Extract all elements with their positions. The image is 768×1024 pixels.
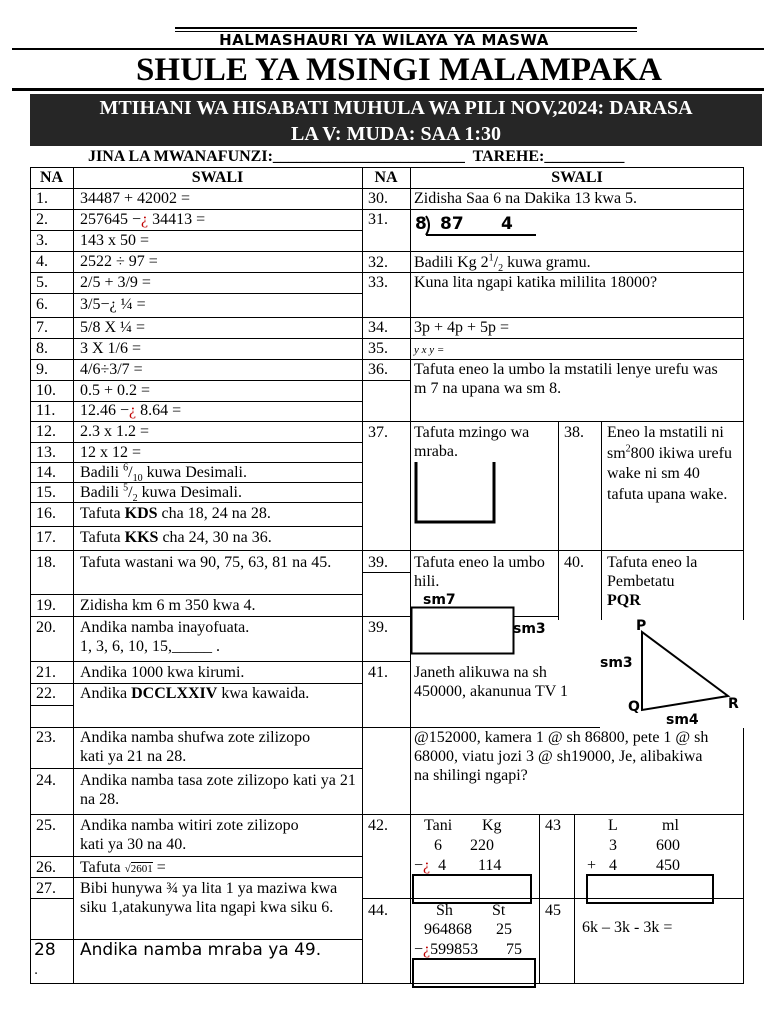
q6-number: 6. [36,296,48,313]
q11-text: 12.46 −¿ 8.64 = [80,402,182,419]
q17-number: 17. [36,529,56,546]
rectangle-shape [410,606,516,656]
q9-number: 9. [36,361,48,378]
q22-number: 22. [36,685,56,702]
q7-number: 7. [36,319,48,336]
q21-text: Andika 1000 kwa kirumi. [80,664,245,681]
header-no-right: NA [374,169,398,186]
q35-text: y x y = [414,344,445,356]
school-name: SHULE YA MSINGI MALAMPAKA [136,52,662,88]
vertex-p-label: P [636,618,647,634]
q42-number: 42. [368,817,388,834]
q41-number: 41. [368,664,388,681]
exam-title-line1: MTIHANI WA HISABATI MUHULA WA PILI NOV,2024: DARASA [99,97,693,119]
q32-number: 32. [368,254,388,271]
q43-row1-l: 3 [609,837,617,854]
q33-number: 33. [368,274,388,291]
q40-text: Tafuta eneo la Pembetatu PQR [607,554,698,609]
q39-number: 39. [368,554,388,571]
q14-text: Badili $^6/_{10}$ kuwa Desimali. [80,462,247,485]
q39b-number: 39. [368,619,388,636]
q22-text: Andika DCCLXXIV kwa kawaida. [80,685,310,702]
q12-number: 12. [36,423,56,440]
q44-header-sh: Sh [436,902,453,919]
q42-header-tani: Tani [424,817,453,834]
q44-answer-box[interactable] [412,958,536,988]
q17-text: Tafuta KKS cha 24, 30 na 36. [80,529,272,546]
q32-text: Badili Kg $2^1/_2$ kuwa gramu. [414,252,591,275]
q15-text: Badili $^5/_2$ kuwa Desimali. [80,482,242,505]
q45-number: 45 [545,902,561,919]
q39-label-height: sm3 [513,621,546,637]
q43-number: 43 [545,817,561,834]
q25-text: Andika namba witiri zote zilizopo kati ya 30 na 40. [80,817,299,853]
q16-number: 16. [36,505,56,522]
q19-text: Zidisha km 6 m 350 kwa 4. [80,597,256,614]
q36-number: 36. [368,361,388,378]
q12-text: 2.3 x 1.2 = [80,423,150,440]
q3-text: 143 x 50 = [80,232,150,249]
q27-text: Bibi hunywa ¾ ya lita 1 ya maziwa kwa siku 1,atakunywa lita ngapi kwa siku 6. [80,880,338,916]
q5-number: 5. [36,274,48,291]
q24-number: 24. [36,772,56,789]
q20-text: Andika namba inayofuata. [80,619,250,636]
q40-number: 40. [564,554,584,571]
q20-sequence: 1, 3, 6, 10, 15,_____ . [80,638,220,655]
q18-number: 18. [36,554,56,571]
q45-text: 6k – 3k - 3k = [582,919,673,936]
q14-number: 14. [36,464,56,481]
q34-number: 34. [368,319,388,336]
q6-text: 3/5−¿ ¼ = [80,296,146,313]
q43-row2-ml: 450 [656,857,680,874]
q42-row2-kg: 114 [478,857,502,874]
q20-number: 20. [36,619,56,636]
q43-header-l: L [608,817,618,834]
square-shape [414,462,498,526]
q31-extra: 4 [501,214,513,234]
q35-number: 35. [368,340,388,357]
q23-text: Andika namba shufwa zote zilizopo kati ya 21 na 28. [80,729,311,765]
q39-text: Tafuta eneo la umbo hili. [414,554,545,590]
q26-text: Tafuta √2601 = [80,859,166,876]
student-info-line: JINA LA MWANAFUNZI:________________________ TAREHE:__________ [88,148,625,165]
q1-number: 1. [36,190,48,207]
q9-text: 4/6÷3/7 = [80,361,143,378]
q10-number: 10. [36,382,56,399]
q43-row2-op: + [587,857,597,874]
q30-number: 30. [368,190,388,207]
q42-row2: −¿ 4 [414,857,447,874]
q42-header-kg: Kg [482,817,502,834]
q15-number: 15. [36,484,56,501]
header-no-left: NA [39,169,64,186]
council-name: HALMASHAURI YA WILAYA YA MASWA [219,31,549,49]
q13-text: 12 x 12 = [80,444,142,461]
q33-text: Kuna lita ngapi katika mililita 18000? [414,274,658,291]
q31-dividend: 87 [440,214,464,234]
q8-number: 8. [36,340,48,357]
q28-text: Andika namba mraba ya 49. [80,940,322,960]
q39-label-width: sm7 [423,592,456,608]
q5-text: 2/5 + 3/9 = [80,274,151,291]
q4-text: 2522 ÷ 97 = [80,253,158,270]
exam-title-line2: LA V: MUDA: SAA 1:30 [290,123,502,145]
q28-number-dot: . [34,963,39,978]
q19-number: 19. [36,597,56,614]
q43-row1-ml: 600 [656,837,680,854]
vertex-q-label: Q [628,699,640,715]
q37-text: Tafuta mzingo wa mraba. [414,424,530,460]
q31-divisor: 8 [415,214,427,234]
triangle-side-label: sm3 [600,655,633,671]
q2-text: 257645 −¿ 34413 = [80,211,206,228]
q38-number: 38. [564,424,584,441]
q7-text: 5/8 X ¼ = [80,319,146,336]
q27-number: 27. [36,880,56,897]
q13-number: 13. [36,444,56,461]
q26-number: 26. [36,859,56,876]
q8-text: 3 X 1/6 = [80,340,142,357]
vertex-r-label: R [728,696,739,712]
q44-row2-st: 75 [506,941,522,958]
q42-answer-box[interactable] [412,874,532,904]
q30-text: Zidisha Saa 6 na Dakika 13 kwa 5. [414,190,638,207]
q2-number: 2. [36,211,48,228]
q28-number: 28 [34,940,56,960]
header-question-right: SWALI [551,169,603,186]
q1-text: 34487 + 42002 = [80,190,191,207]
q41-text-part2: @152000, kamera 1 @ sh 86800, pete 1 @ sh 68000, viatu jozi 3 @ sh19000, Je, alibakiwa na shilingi ngapi? [414,729,709,784]
q41-text-part1: Janeth alikuwa na sh 450000, akanunua TV 1 [414,664,569,700]
q44-row1-sh: 964868 [424,921,472,938]
q25-number: 25. [36,817,56,834]
q24-text: Andika namba tasa zote zilizopo kati ya 21 na 28. [80,772,356,808]
q4-number: 4. [36,253,48,270]
q34-text: 3p + 4p + 5p = [414,319,510,336]
q10-text: 0.5 + 0.2 = [80,382,151,399]
q44-header-st: St [492,902,506,919]
q43-header-ml: ml [662,817,679,834]
q37-number: 37. [368,424,388,441]
q3-number: 3. [36,232,48,249]
q21-number: 21. [36,664,56,681]
q42-row1-kg: 220 [470,837,494,854]
q18-text: Tafuta wastani wa 90, 75, 63, 81 na 45. [80,554,332,571]
q11-number: 11. [36,402,56,419]
header-question-left: SWALI [191,169,244,186]
q43-answer-box[interactable] [586,874,714,904]
q16-text: Tafuta KDS cha 18, 24 na 28. [80,505,271,522]
triangle-base-label: sm4 [666,712,699,728]
q36-text: Tafuta eneo la umbo la mstatili lenye urefu was m 7 na upana wa sm 8. [414,361,718,397]
q43-row2-l: 4 [609,857,617,874]
q23-number: 23. [36,729,56,746]
q42-row1-tani: 6 [434,837,442,854]
q44-row1-st: 25 [496,921,512,938]
q31-number: 31. [368,211,388,228]
q44-row2: −¿599853 [414,941,479,958]
q38-text: Eneo la mstatili ni $sm^2800$ ikiwa urefu wake ni sm 40 tafuta upana wake. [607,424,732,503]
q44-number: 44. [368,902,388,919]
